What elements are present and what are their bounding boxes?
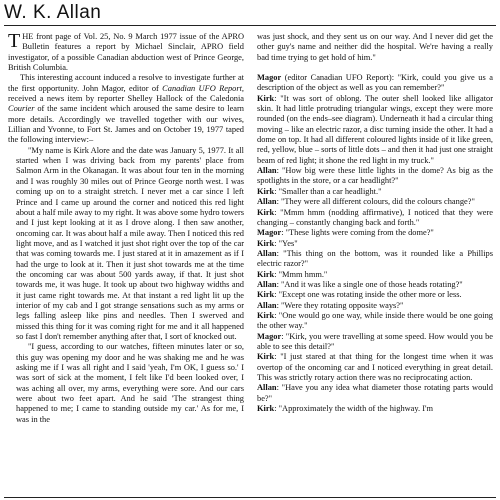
- speaker-name: Kirk: [257, 186, 275, 196]
- dialog-text: : "These lights were coming from the dome?": [281, 228, 434, 238]
- dialog-line: [257, 249, 493, 270]
- dialog-text: : "And it was like a single one of those heads rotating?": [276, 279, 463, 289]
- speaker-name: Kirk: [257, 404, 275, 414]
- quote-paragraph-1: "My name is Kirk Alore and the date was January 5, 1977. It all started when I was driving back from my parents' place from Salmon Arm in the Okanagan. It was about four ten in the morning and I was roughly 30 miles out of Prince George north west. I was coming up on to a straight stretch. I never met a car since I left Prince and I came up around the corner and noticed this red light about a half mile away to my right. It was above some hydro towers and I just kept looking at it as I drove along. I then saw another, oncoming car. It was about half a mile away. Then I noticed this red light move, and as I watched it just shot right over the top of the car that was coming towards me. I just stared at it in amazement as if I had the urge to look at it. Then it just shot towards me at the time the oncoming car was about 500 yards away, if that. It just shot towards me, it was huge. It took up about two highway widths and it just came right towards me. At that instant a red light lit up the interior of my cab and I got strange sensations such as my arms or legs falling asleep like pins and needles. Then I swerved and missed this thing for it was coming right for me and it all happened so fast I don't remember anything after that, I sort of knocked out.: [16, 145, 244, 341]
- speaker-name: Allan: [257, 279, 277, 289]
- dialog-text: : "How big were these little lights in the dome? As big as the spotlights in the store, or a car headlight?": [257, 166, 493, 186]
- dialog-line: [257, 311, 493, 332]
- speaker-name: Kirk: [257, 290, 275, 300]
- dialog-line: [257, 301, 493, 311]
- speaker-name: Allan: [257, 248, 277, 258]
- dialog-line: [257, 73, 493, 94]
- dialog-text: : "Approximately the width of the highway. I'm: [274, 404, 434, 414]
- speaker-name: Magor: [257, 228, 282, 238]
- intro-text-a: This interesting account induced a resolve to investigate further at the first opportunity. John Magor, editor of: [8, 73, 244, 93]
- dialog-line: [257, 208, 493, 229]
- dialog-text: : "Have you any idea what diameter those rotating parts would be?": [257, 383, 493, 403]
- dialog-text: : "They were all different colours, did the colours change?": [276, 197, 475, 207]
- speaker-name: Kirk: [257, 93, 275, 103]
- dialog-line: [257, 239, 493, 249]
- speaker-name: Kirk: [257, 207, 275, 217]
- intro-paragraph-1: [8, 32, 244, 73]
- dialog-line: [257, 187, 493, 197]
- left-column: [8, 32, 244, 494]
- continued-quote: was just shock, and they sent us on our way. And I never did get the other guy's name and neither did the hospital. We're having a really bad time trying to get hold of him.": [257, 32, 493, 62]
- dialog-line: [257, 270, 493, 280]
- dialog-text: : "Yes": [274, 238, 298, 248]
- dialog-text: (editor Canadian UFO Report): "Kirk, could you give us a description of the object as well as you can remember?": [257, 73, 493, 93]
- intro-text-b: , received a news item by reporter Shelley Hallock of the Caledonia: [8, 83, 244, 104]
- dialog-text: : "Except one was rotating inside the other more or less.: [274, 290, 462, 300]
- speaker-name: Allan: [257, 300, 277, 310]
- dialog-line: [257, 166, 493, 187]
- dialog-line: [257, 290, 493, 300]
- speaker-name: Kirk: [257, 238, 275, 248]
- speaker-name: Allan: [257, 383, 277, 393]
- dialog-text: : "Were they rotating opposite ways?": [276, 300, 404, 310]
- dialog-line: [257, 404, 493, 414]
- bottom-rule: [4, 497, 496, 498]
- dialog-text: : "One would go one way, while inside there would be one going the other way.": [257, 310, 493, 331]
- quote-paragraph-2: "I guess, according to our watches, fifteen minutes later or so, this guy was opening my door and he was shaking me and he was asking me if I was all right and I said 'yeah, I'm OK, I guess so.' I was sort of sick at the moment, I felt like I'd been looked over, I was aching all over, my arms, everything were sore. And our cars were about two feet apart. And he said 'The strangest thing happened to me; I came to standing outside my car.' As for me, I was in the: [16, 342, 244, 424]
- dialog-line: [257, 228, 493, 238]
- dialog-text: : "This thing on the bottom, was it rounded like a Phillips electric razor?": [257, 248, 493, 269]
- dialog-text: : "Smaller than a car headlight.": [274, 186, 382, 196]
- intro-paragraph-2: [8, 73, 244, 145]
- speaker-name: Kirk: [257, 352, 275, 362]
- dialog-text: : "I just stared at that thing for the longest time when it was overtop of the oncoming car and I noticed everything in great detail. This was strictly rotary action there was no reciprocating action.: [257, 352, 493, 382]
- dialog-line: [257, 280, 493, 290]
- dialog-line: [257, 332, 493, 353]
- dialog-line: [257, 94, 493, 166]
- dialog-text: : "Kirk, you were travelling at some speed. How would you be able to see this detail?": [257, 331, 493, 351]
- dialog-text: : "Mmm hmm (nodding affirmative), I noticed that they were changing – constantly changing back and forth.": [257, 207, 493, 227]
- dialog-text: : "It was sort of oblong. The outer shell looked like alligator skin. It had little protruding triangular wings, except they were more rounded (on the ends–see diagram). Underneath it had a circular thing moving – like an electric razor, a disc turning inside the other. It had a dome on top. It had all different coloured lights inside of it like green, red, yellow, blue – sorts of little dots – and then it had just one straight beam of red light; it shone the red light in my truck.": [257, 93, 493, 165]
- speaker-name: Allan: [257, 166, 277, 176]
- intro-paragraph-1-text: HE front page of Vol. 25, No. 9 March 1977 issue of the APRO Bulletin features a report by Michael Sinclair, APRO field investigator, of a possible Canadian abduction west of Prince George, British Columbia.: [8, 32, 244, 73]
- speaker-name: Magor: [257, 331, 282, 341]
- dialog-line: [257, 352, 493, 383]
- publication-name-2: Courier: [8, 104, 35, 114]
- drop-cap: T: [8, 32, 21, 52]
- dialog-text: : "Mmm hmm.": [274, 269, 328, 279]
- dialog-line: [257, 197, 493, 207]
- right-column: [257, 32, 493, 494]
- speaker-name: Magor: [257, 73, 282, 83]
- dialog-line: [257, 383, 493, 404]
- speaker-name: Kirk: [257, 269, 275, 279]
- speaker-name: Allan: [257, 197, 277, 207]
- speaker-name: Kirk: [257, 310, 275, 320]
- publication-name: Canadian UFO Report: [162, 83, 242, 93]
- top-rule: [4, 25, 496, 26]
- author-heading: W. K. Allan: [4, 2, 102, 23]
- intro-text-c: of the same incident which aroused the same desire to learn more details. Accordingly we travelled together with our wives, Lillian and Yvonne, to Fort St. James and on October 19, 1977 taped the following interview:–: [8, 104, 244, 145]
